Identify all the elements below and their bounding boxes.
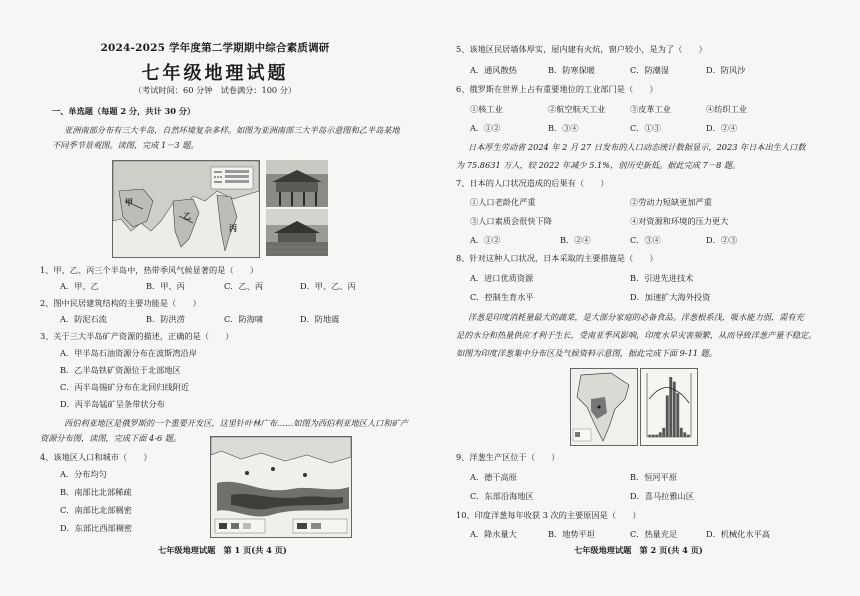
q2-option-c: C．防海啸 — [224, 314, 264, 324]
page-2 — [430, 0, 860, 596]
question-1-stem: 1、甲、乙、丙三个半岛中，热带季风气候显著的是（ ） — [40, 265, 259, 275]
q4-option-c: C．南部比北部稠密 — [60, 505, 132, 515]
q5-option-d: D．防风沙 — [706, 65, 746, 75]
india-onion-map — [570, 368, 638, 446]
question-2-stem: 2、图中民居建筑结构的主要功能是（ ） — [40, 298, 201, 308]
q7-option-d: D．②③ — [706, 235, 738, 245]
q7-option-a: A．①② — [470, 235, 501, 245]
question-4-stem: 4、该地区人口和城市（ ） — [40, 452, 152, 462]
q8-option-a: A．进口优质资源 — [470, 273, 534, 283]
exam-title: 2024-2025 学年度第二学期期中综合素质调研 — [100, 42, 330, 54]
map-label-bing: 丙 — [229, 223, 237, 233]
footer-page-2: 七年级地理试题 第 2 页(共 4 页) — [574, 545, 703, 555]
precip-bar-month-10 — [680, 428, 683, 437]
q6-item-1: ①核工业 — [470, 104, 503, 114]
precip-bar-month-6 — [666, 395, 669, 437]
siberia-map — [210, 436, 352, 538]
question-10-stem: 10、印度洋葱每年收获 3 次的主要原因是（ ） — [456, 510, 641, 520]
intro-3-line-1: 日本厚生劳动省 2024 年 2 月 27 日发布的人口动态统计数据显示，2023 年日本出生人口数 — [468, 142, 806, 152]
q7-item-3: ③人口素质会很快下降 — [470, 216, 552, 226]
question-7-stem: 7、日本的人口状况造成的后果有（ ） — [456, 178, 609, 188]
footer-page-1: 七年级地理试题 第 1 页(共 4 页) — [158, 545, 287, 555]
q1-option-d: D．甲、乙、丙 — [300, 281, 356, 291]
climate-chart — [640, 368, 698, 446]
q6-option-a: A．①② — [470, 123, 501, 133]
intro-4-line-3: 如图为印度洋葱集中分布区及气候资料示意图，据此完成下面 9-11 题。 — [456, 348, 718, 358]
q6-option-c: C．①③ — [630, 123, 661, 133]
intro-1-line-1: 亚洲南部分布有三大半岛，自然环境复杂多样。如图为亚洲南部三大半岛示意图和乙半岛某地 — [64, 125, 400, 135]
q2-option-d: D．防地震 — [300, 314, 340, 324]
precip-bar-month-12 — [687, 435, 690, 437]
precip-bar-month-9 — [676, 393, 679, 437]
q10-option-c: C．热量充足 — [630, 529, 678, 539]
intro-1-line-2: 不同季节景观图。读图，完成 1－3 题。 — [52, 140, 199, 150]
question-9-stem: 9、洋葱生产区位于（ ） — [456, 452, 560, 462]
precip-bar-month-2 — [652, 435, 655, 437]
q3-option-c: C．丙半岛锡矿分布在北回归线附近 — [60, 382, 190, 392]
temperature-curve — [649, 387, 689, 403]
q9-option-d: D．喜马拉雅山区 — [630, 491, 694, 501]
precip-bar-month-11 — [683, 432, 686, 437]
q6-item-2: ②航空航天工业 — [548, 104, 606, 114]
q7-item-1: ①人口老龄化严重 — [470, 197, 536, 207]
intro-4-line-2: 足的水分和热量供应才利于生长，受南亚季风影响，印度水旱灾害频繁，从而导致洋葱产量不稳定。 — [456, 330, 817, 340]
intro-4-line-1: 洋葱是印度消耗量最大的蔬菜，是大部分家庭的必备食品。洋葱根系浅，吸水能力弱，需有充 — [468, 312, 804, 322]
q7-option-c: C．③④ — [630, 235, 661, 245]
question-5-stem: 5、该地区民居墙体厚实，屋内建有火炕，窗户较小，是为了（ ） — [456, 44, 707, 54]
q4-option-d: D．东部比西部稠密 — [60, 523, 133, 533]
q5-option-a: A．通风散热 — [470, 65, 517, 75]
south-asia-map — [112, 160, 260, 258]
question-6-stem: 6、俄罗斯在世界上占有重要地位的工业部门是（ ） — [456, 84, 658, 94]
q1-option-b: B．甲、丙 — [146, 281, 185, 291]
q4-option-b: B．南部比北部稀疏 — [60, 487, 132, 497]
map-label-jia: 甲 — [125, 197, 133, 207]
q8-option-b: B．引进先进技术 — [630, 273, 694, 283]
stilt-house-photo-flood-season — [266, 209, 328, 256]
section-heading: 一、单选题（每题 2 分，共计 30 分） — [52, 106, 196, 116]
map-label-yi: 乙 — [183, 211, 191, 221]
q10-option-b: B．地势平坦 — [548, 529, 595, 539]
q9-option-b: B．恒河平原 — [630, 472, 677, 482]
exam-subtitle: 七年级地理试题 — [141, 63, 289, 84]
precip-bar-month-1 — [648, 435, 651, 437]
q2-option-b: B．防洪涝 — [146, 314, 185, 324]
q4-option-a: A．分布均匀 — [60, 469, 107, 479]
question-3-stem: 3、关于三大半岛矿产资源的描述，正确的是（ ） — [40, 331, 234, 341]
q5-option-c: C．防潮湿 — [630, 65, 670, 75]
stilt-house-photo-dry-season — [266, 160, 328, 207]
q10-option-a: A．降水量大 — [470, 529, 517, 539]
intro-2-line-2: 资源分布图，读图，完成下面 4-6 题。 — [40, 433, 182, 443]
q10-option-d: D．机械化水平高 — [706, 529, 770, 539]
question-8-stem: 8、针对这种人口状况，日本采取的主要措施是（ ） — [456, 253, 658, 263]
q1-option-c: C．乙、丙 — [224, 281, 264, 291]
q6-item-4: ④纺织工业 — [706, 104, 747, 114]
q8-option-d: D．加速扩大海外投资 — [630, 292, 711, 302]
q9-option-a: A．德干高原 — [470, 472, 517, 482]
q6-item-3: ③皮革工业 — [630, 104, 671, 114]
precip-bar-month-5 — [662, 428, 665, 437]
q9-option-c: C．东部沿海地区 — [470, 491, 534, 501]
q6-option-d: D．②④ — [706, 123, 738, 133]
q7-item-2: ②劳动力短缺更加严重 — [630, 197, 712, 207]
q8-option-c: C．控制生育水平 — [470, 292, 534, 302]
precip-bar-month-3 — [655, 435, 658, 437]
intro-3-line-2: 为 75.8631 万人，较 2022 年减少 5.1%，创历史新低。据此完成 7－8 题。 — [456, 160, 741, 170]
precip-bar-month-4 — [659, 432, 662, 437]
intro-2-line-1: 西伯利亚地区是俄罗斯的一个重要开发区，这里针叶林广布……如图为西伯利亚地区人口和矿产 — [64, 418, 408, 428]
q3-option-a: A．甲半岛石油资源分布在波斯湾沿岸 — [60, 348, 197, 358]
precip-bar-month-7 — [669, 377, 672, 437]
q6-option-b: B．③④ — [548, 123, 579, 133]
q1-option-a: A．甲、乙 — [60, 281, 99, 291]
q2-option-a: A．防泥石流 — [60, 314, 107, 324]
q7-option-b: B．②④ — [560, 235, 591, 245]
climate-chart-svg — [641, 369, 697, 445]
q7-item-4: ④对资源和环境的压力更大 — [630, 216, 729, 226]
q3-option-d: D．丙半岛锰矿呈条带状分布 — [60, 399, 165, 409]
q5-option-b: B．防寒保暖 — [548, 65, 595, 75]
exam-info: （考试时间：60 分钟 试卷满分：100 分） — [133, 85, 297, 95]
q3-option-b: B．乙半岛铁矿资源位于北部地区 — [60, 365, 181, 375]
